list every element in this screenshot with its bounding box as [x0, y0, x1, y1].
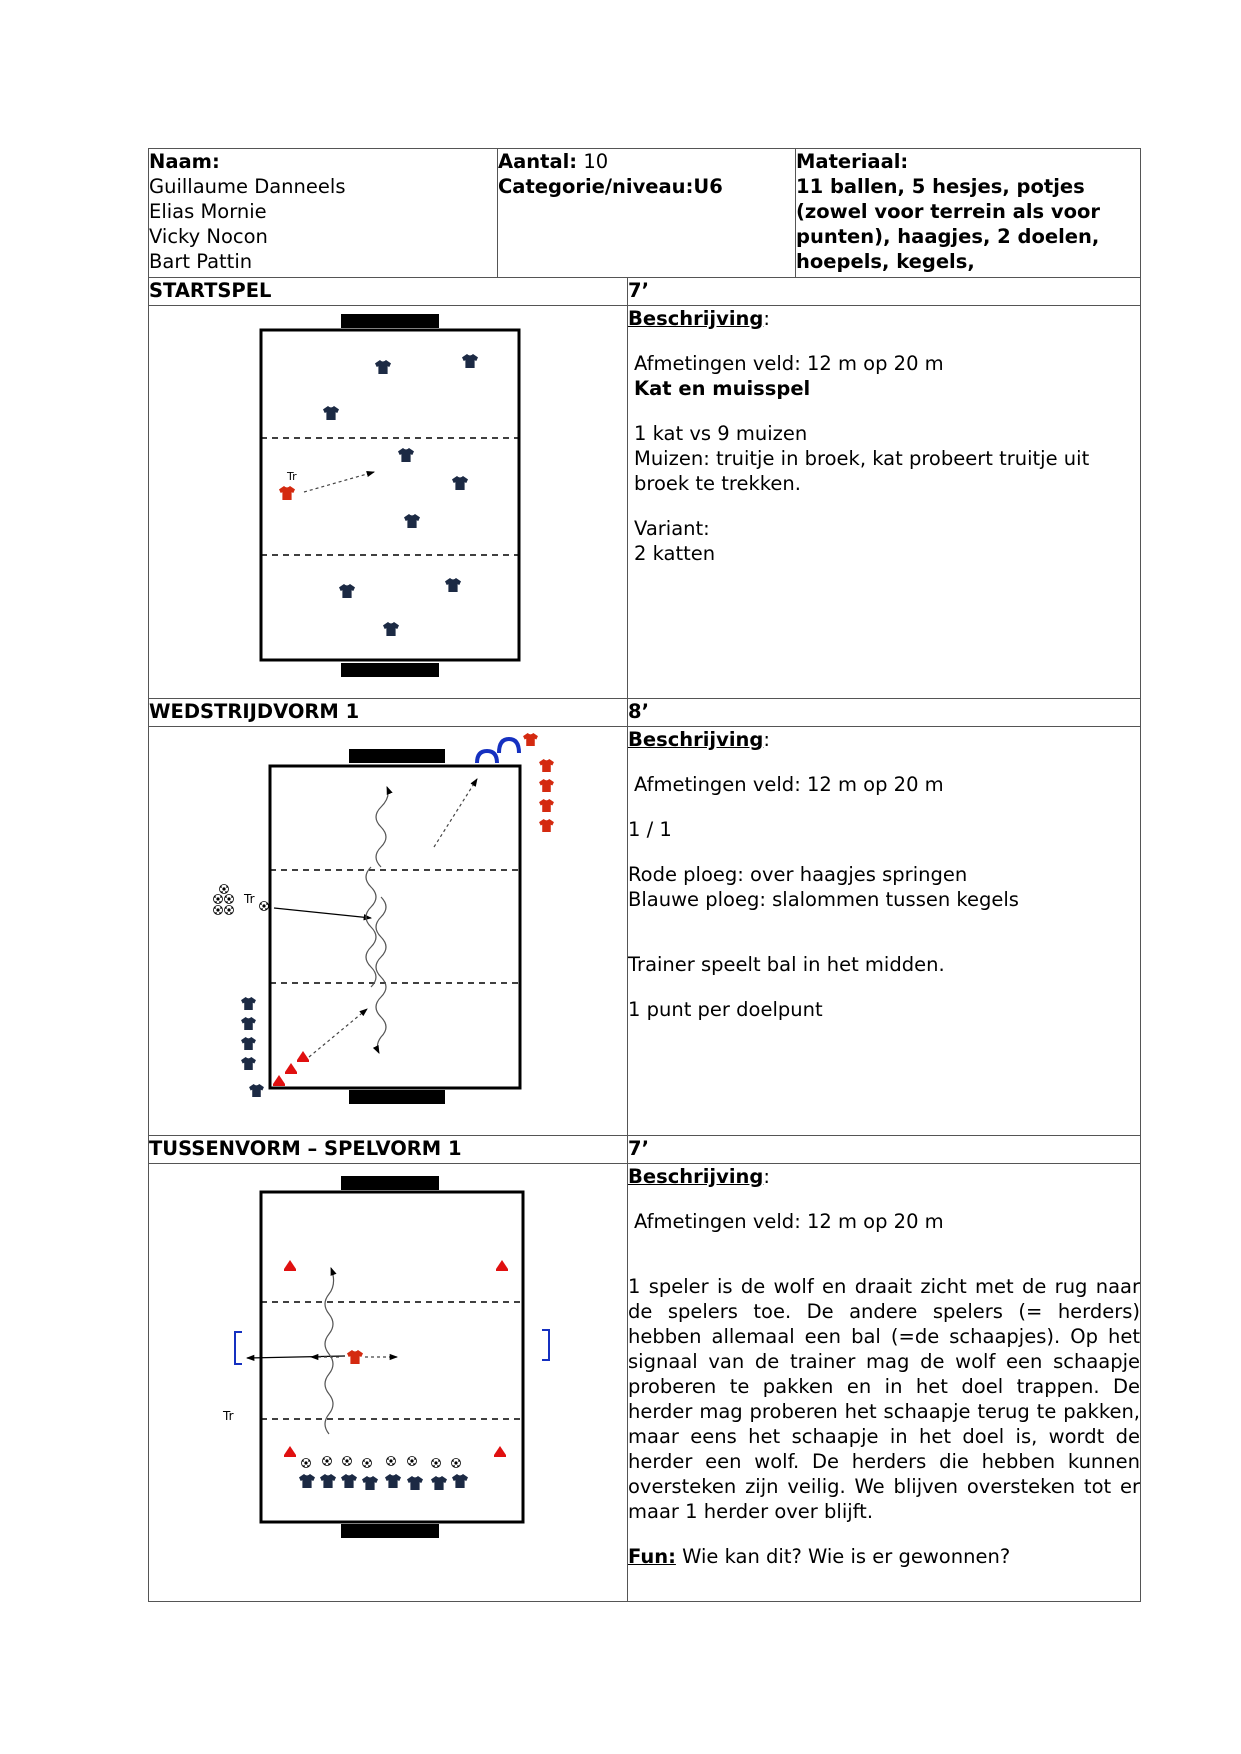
red-player: [539, 779, 554, 792]
blue-player: [375, 360, 391, 374]
cone: [297, 1051, 309, 1062]
desc-line: Rode ploeg: over haagjes springen: [628, 863, 968, 886]
materiaal-line-4: hoepels, kegels,: [796, 250, 975, 273]
section-2-body-row: [149, 727, 1141, 1136]
section-2-duration: 8’: [628, 699, 1141, 727]
dribble-path: [376, 897, 386, 1053]
blue-player: [241, 1017, 256, 1030]
ball: [408, 1457, 417, 1466]
blue-player: [383, 622, 399, 636]
ball: [452, 1459, 461, 1468]
ball: [214, 895, 223, 904]
section-3-body-row: [149, 1164, 1141, 1602]
desc-line-bold: Kat en muisspel: [634, 377, 811, 400]
cone: [273, 1075, 285, 1086]
materiaal-line-3: punten), haagjes, 2 doelen,: [796, 225, 1100, 248]
cone: [284, 1446, 296, 1457]
hoop: [499, 739, 519, 753]
ball: [225, 906, 234, 915]
naam-label: Naam:: [149, 150, 220, 173]
blue-player: [445, 578, 461, 592]
blue-player: [398, 448, 414, 462]
blue-player: [241, 1037, 256, 1050]
section-1-diagram-cell: [149, 306, 628, 699]
section-1-title: STARTSPEL: [149, 278, 628, 306]
red-player: [279, 486, 295, 500]
desc-line: Afmetingen veld: 12 m op 20 m: [634, 1210, 944, 1233]
section-1-description: Beschrijving: Afmetingen veld: 12 m op 20 m Kat en muisspel 1 kat vs 9 muizen Muizen: truitje in broek, kat probeert truitje uit broek te trekken. Variant: 2 katten: [628, 306, 1141, 699]
blue-player: [404, 514, 420, 528]
red-player: [539, 819, 554, 832]
blue-player: [241, 1057, 256, 1070]
pass-arrow: [274, 908, 371, 918]
blue-player: [462, 354, 478, 368]
blue-player: [299, 1474, 315, 1488]
training-sheet: [148, 148, 1141, 1602]
blue-player: [385, 1474, 401, 1488]
ball: [220, 885, 229, 894]
section-2-title-row: [149, 699, 1141, 727]
red-player: [539, 799, 554, 812]
beschrijving-label: Beschrijving: [628, 307, 764, 330]
goal-top: [341, 314, 439, 328]
blue-player: [452, 476, 468, 490]
desc-line: Trainer speelt bal in het midden.: [628, 953, 945, 976]
section-2-pitch-diagram: [149, 727, 628, 1129]
hoop: [477, 751, 497, 763]
blue-player: [341, 1474, 357, 1488]
name-2: Elias Mornie: [149, 200, 267, 223]
blue-player: [362, 1476, 378, 1490]
ball: [432, 1459, 441, 1468]
dribble-path: [376, 787, 388, 867]
desc-line: 1 kat vs 9 muizen: [634, 422, 808, 445]
categorie-label: Categorie/niveau:U6: [498, 175, 723, 198]
goal-bottom: [341, 663, 439, 677]
desc-line: Variant:: [634, 517, 710, 540]
desc-line: 1 / 1: [628, 818, 672, 841]
ball: [225, 895, 234, 904]
fun-label: Fun:: [628, 1545, 676, 1568]
side-goal-right: [542, 1330, 549, 1360]
blue-player: [407, 1476, 423, 1490]
aantal-cell: [498, 149, 796, 278]
ball: [214, 906, 223, 915]
wolf-player: [347, 1350, 363, 1364]
blue-player: [339, 584, 355, 598]
desc-line: Afmetingen veld: 12 m op 20 m: [634, 352, 944, 375]
pitch-outline: [270, 766, 520, 1088]
section-3-description: Beschrijving: Afmetingen veld: 12 m op 20 m 1 speler is de wolf en draait zicht met de rug naar de spelers toe. De andere spelers (= herders) hebben allemaal een bal (=de schaapjes). Op het signaal van de trainer mag de wolf een schaapje proberen te pakken en in het doel trappen. De herder mag proberen het schaapje terug te pakken, maar eens het schaapje in het doel is, wordt de herder een wolf. De herders die hebben kunnen oversteken zijn veilig. We blijven oversteken tot er maar 1 herder over blijft. Fun: Wie kan dit? Wie is er gewonnen?: [628, 1164, 1141, 1602]
trainer-label: Tr: [223, 1409, 234, 1423]
blue-player: [323, 406, 339, 420]
section-2-diagram-cell: [149, 727, 628, 1136]
blue-player: [241, 997, 256, 1010]
goal-bottom: [349, 1090, 445, 1104]
naam-cell: [149, 149, 498, 278]
section-1-title-row: [149, 278, 1141, 306]
goal-bottom: [341, 1524, 439, 1538]
cone: [285, 1063, 297, 1074]
goal-top: [341, 1176, 439, 1190]
dribble-path: [366, 867, 376, 987]
materiaal-cell: [796, 149, 1141, 278]
desc-line: 1 punt per doelpunt: [628, 998, 823, 1021]
section-3-pitch-diagram: [149, 1164, 628, 1595]
header-row: [149, 149, 1141, 278]
cone: [284, 1260, 296, 1271]
movement-arrow: [309, 1009, 367, 1057]
desc-line: 2 katten: [634, 542, 716, 565]
beschrijving-label: Beschrijving: [628, 1165, 764, 1188]
section-1-pitch-diagram: [149, 306, 628, 692]
ball: [323, 1457, 332, 1466]
movement-arrow: [304, 472, 374, 492]
name-3: Vicky Nocon: [149, 225, 268, 248]
blue-player: [249, 1084, 264, 1097]
pitch-outline: [261, 330, 519, 660]
ball: [302, 1459, 311, 1468]
red-player: [539, 759, 554, 772]
section-3-duration: 7’: [628, 1136, 1141, 1164]
dribble-path: [325, 1268, 334, 1434]
ball: [343, 1457, 352, 1466]
trainer-label: Tr: [287, 470, 297, 483]
name-4: Bart Pattin: [149, 250, 253, 273]
desc-line: Blauwe ploeg: slalommen tussen kegels: [628, 888, 1019, 911]
section-1-duration: 7’: [628, 278, 1141, 306]
name-1: Guillaume Danneels: [149, 175, 346, 198]
aantal-label: Aantal:: [498, 150, 578, 173]
fun-text: Wie kan dit? Wie is er gewonnen?: [675, 1545, 1011, 1568]
materiaal-line-1: 11 ballen, 5 hesjes, potjes: [796, 175, 1085, 198]
desc-paragraph: 1 speler is de wolf en draait zicht met de rug naar de spelers toe. De andere spelers (= herders) hebben allemaal een bal (=de schaapjes). Op het signaal van de trainer mag de wolf een schaapje proberen te pakken en in het doel trappen. De herder mag proberen het schaapje terug te pakken, maar eens het schaapje in het doel is, wordt de herder een wolf. De herders die hebben kunnen oversteken zijn veilig. We blijven oversteken tot er maar 1 herder over blijft.: [628, 1275, 1141, 1523]
desc-line: broek te trekken.: [634, 472, 801, 495]
ball: [387, 1457, 396, 1466]
goal-top: [349, 749, 445, 763]
beschrijving-label: Beschrijving: [628, 728, 764, 751]
ball: [260, 902, 269, 911]
movement-arrow: [434, 779, 477, 847]
desc-line: Muizen: truitje in broek, kat probeert truitje uit: [634, 447, 1090, 470]
section-3-diagram-cell: [149, 1164, 628, 1602]
section-3-title-row: [149, 1136, 1141, 1164]
blue-player: [320, 1474, 336, 1488]
materiaal-label: Materiaal:: [796, 150, 909, 173]
side-goal-left: [235, 1332, 242, 1364]
section-3-title: TUSSENVORM – SPELVORM 1: [149, 1136, 628, 1164]
cone: [496, 1260, 508, 1271]
aantal-value: 10: [583, 150, 609, 173]
blue-player: [452, 1474, 468, 1488]
ball: [363, 1459, 372, 1468]
blue-player: [431, 1476, 447, 1490]
section-2-title: WEDSTRIJDVORM 1: [149, 699, 628, 727]
red-player: [523, 733, 538, 746]
materiaal-line-2: (zowel voor terrein als voor: [796, 200, 1101, 223]
trainer-label: Tr: [244, 892, 255, 906]
desc-line: Afmetingen veld: 12 m op 20 m: [634, 773, 944, 796]
cone: [494, 1446, 506, 1457]
section-2-description: Beschrijving: Afmetingen veld: 12 m op 20 m 1 / 1 Rode ploeg: over haagjes springen Blauwe ploeg: slalommen tussen kegels Trainer speelt bal in het midden. 1 punt per doelpunt: [628, 727, 1141, 1136]
section-1-body-row: [149, 306, 1141, 699]
